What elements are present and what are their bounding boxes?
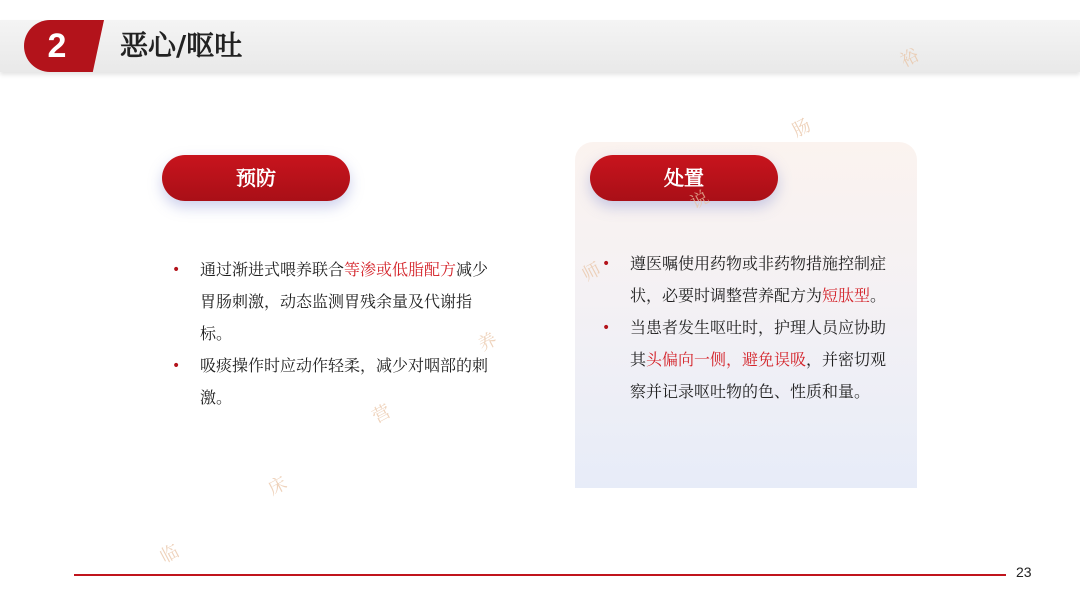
treatment-list xyxy=(602,248,892,408)
item-highlight: 头偏向一侧，避免误吸 xyxy=(646,350,807,369)
watermark-char: 养 xyxy=(474,328,501,356)
list-item xyxy=(172,350,502,414)
section-number: 2 xyxy=(47,27,67,65)
watermark-char: 说 xyxy=(686,186,713,214)
bullet-icon: • xyxy=(602,320,611,336)
watermark-char: 师 xyxy=(578,258,605,286)
bullet-icon: • xyxy=(172,358,181,374)
treatment-heading: 处置 xyxy=(590,155,778,201)
watermark-char: 营 xyxy=(368,400,395,428)
item-text: 遵医嘱使用药物或非药物措施控制症状，必要时调整营养配方为 xyxy=(630,254,887,305)
watermark-char: 肠 xyxy=(788,114,815,142)
item-highlight: 等渗或低脂配方 xyxy=(344,260,457,279)
watermark-char: 临 xyxy=(156,540,183,568)
item-text-tail: ，并密切观察并记录呕吐物的色、性质和量。 xyxy=(630,350,887,401)
prevention-list xyxy=(172,254,502,414)
list-item xyxy=(602,248,892,312)
bullet-icon: • xyxy=(602,256,611,272)
list-item xyxy=(172,254,502,350)
item-text: 吸痰操作时应动作轻柔，减少对咽部的刺激。 xyxy=(200,356,489,407)
watermark-char: 床 xyxy=(264,472,291,500)
prevention-heading: 预防 xyxy=(162,155,350,201)
watermark-char: 裕 xyxy=(896,44,923,72)
item-highlight: 短肽型 xyxy=(822,286,871,305)
bullet-icon: • xyxy=(172,262,181,278)
list-item xyxy=(602,312,892,408)
item-text: 通过渐进式喂养联合 xyxy=(200,260,345,279)
page-number: 23 xyxy=(1016,564,1032,580)
page-title: 恶心/呕吐 xyxy=(120,29,243,62)
item-text-tail: 减少胃肠刺激，动态监测胃残余量及代谢指标。 xyxy=(200,260,489,343)
item-text: 当患者发生呕吐时，护理人员应协助其 xyxy=(630,318,887,369)
footer-divider xyxy=(74,574,1006,576)
item-text-tail: 。 xyxy=(870,286,887,305)
